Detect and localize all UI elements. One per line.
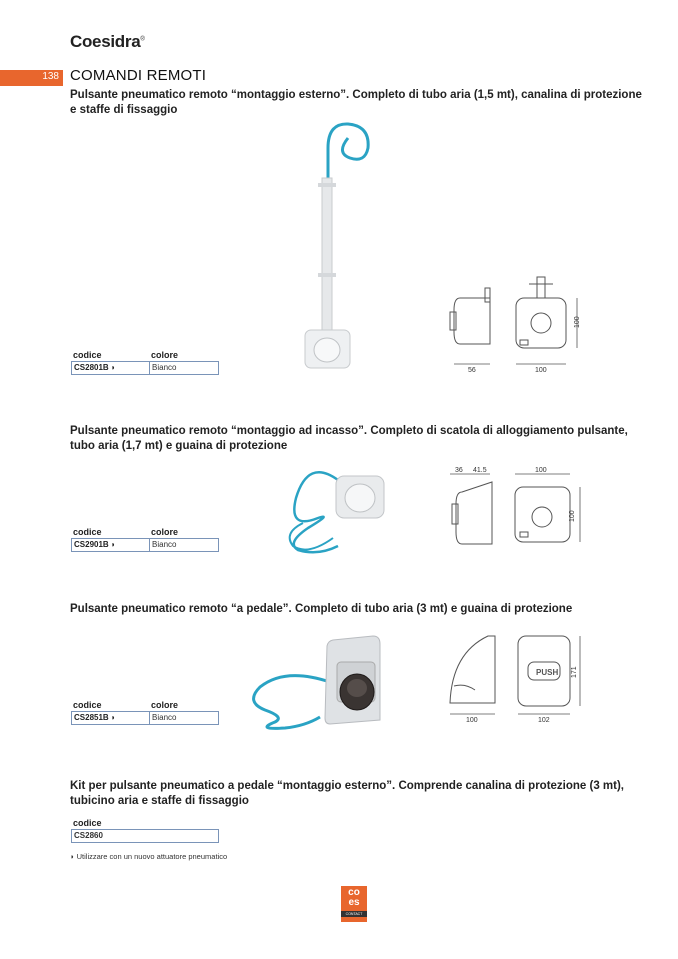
- svg-text:100: 100: [569, 510, 576, 522]
- col-header-code: codice: [73, 350, 102, 360]
- product-image-flush-button: [278, 458, 388, 558]
- product-code: CS2860: [74, 831, 103, 840]
- table-row: [71, 361, 219, 375]
- col-header-color: colore: [151, 350, 179, 360]
- product-table: [71, 700, 219, 725]
- product-table: [71, 818, 219, 843]
- product-color: Bianco: [152, 540, 177, 549]
- product-code: CS2851B ◗: [72, 712, 150, 724]
- footnote: ◗ Utilizzare con un nuovo attuatore pneumatico: [70, 852, 228, 861]
- product-description: Kit per pulsante pneumatico a pedale “montaggio esterno”. Comprende canalina di protezione (3 mt), tubicino aria e staffe di fissaggio: [70, 780, 624, 807]
- product-code: CS2801B ◗: [72, 362, 150, 374]
- page-number-tab: [0, 70, 63, 86]
- svg-text:171: 171: [571, 666, 578, 678]
- col-header-code: codice: [73, 527, 102, 537]
- col-header-color: colore: [151, 700, 179, 710]
- svg-text:41.5: 41.5: [473, 467, 487, 474]
- product-table: [71, 350, 219, 375]
- col-header-code: codice: [73, 818, 102, 828]
- table-row: [71, 829, 219, 843]
- product-description: Pulsante pneumatico remoto “montaggio esterno”. Completo di tubo aria (1,5 mt), canalina di protezione e staffe di fissaggio: [70, 89, 642, 116]
- page-title: COMANDI REMOTI: [70, 67, 207, 84]
- svg-text:36: 36: [455, 467, 463, 474]
- svg-text:56: 56: [468, 367, 476, 374]
- product-color: Bianco: [152, 713, 177, 722]
- col-header-color: colore: [151, 527, 179, 537]
- footer-logo-line3: CONTACT: [341, 911, 367, 917]
- product-color: Bianco: [152, 363, 177, 372]
- svg-text:100: 100: [466, 717, 478, 724]
- product-description: Pulsante pneumatico remoto “montaggio ad incasso”. Completo di scatola di alloggiamento pulsante, tubo aria (1,7 mt) e guaina di protezione: [70, 425, 628, 452]
- footer-logo-line1: co: [348, 887, 360, 898]
- svg-text:100: 100: [535, 467, 547, 474]
- footer-logo: [341, 886, 367, 922]
- svg-text:102: 102: [538, 717, 550, 724]
- svg-text:100: 100: [535, 367, 547, 374]
- table-row: [71, 711, 219, 725]
- col-header-code: codice: [73, 700, 102, 710]
- product-description: Pulsante pneumatico remoto “a pedale”. Completo di tubo aria (3 mt) e guaina di protezione: [70, 603, 573, 615]
- svg-text:100: 100: [574, 316, 581, 328]
- product-table: [71, 527, 219, 552]
- product-image-pedal-button: [245, 632, 390, 732]
- brand-logo: [70, 32, 144, 52]
- technical-drawing-2: [440, 462, 590, 557]
- brand-mark: ®: [140, 36, 145, 43]
- footer-logo-line2: es: [348, 897, 360, 908]
- technical-drawing-1: [440, 272, 590, 377]
- svg-text:PUSH: PUSH: [536, 668, 559, 677]
- product-image-external-button: [290, 118, 380, 378]
- brand-name: Coesidra: [70, 32, 141, 51]
- product-code: CS2901B ◗: [72, 539, 150, 551]
- technical-drawing-3: [440, 628, 590, 728]
- table-row: [71, 538, 219, 552]
- page-number: 138: [42, 71, 59, 82]
